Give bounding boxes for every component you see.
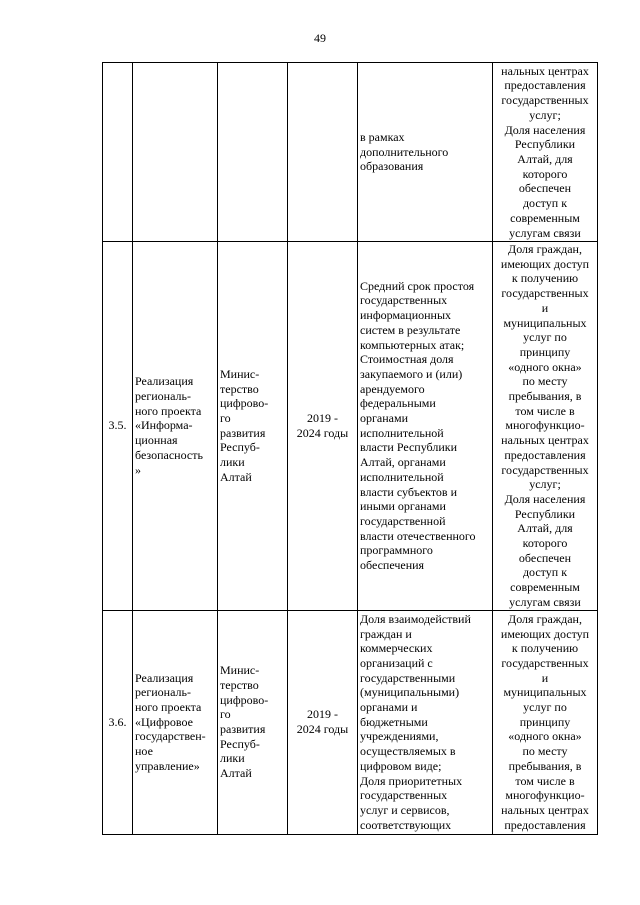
cell-line: Алтай, органами <box>360 455 446 470</box>
cell-line: власти Республики <box>360 440 458 455</box>
cell-line: имеющих доступ <box>500 256 590 271</box>
cell-line: власти субъектов и <box>360 484 458 499</box>
cell-line: Респуб- <box>220 736 260 751</box>
cell-line: которого <box>522 536 568 551</box>
cell-line: имеющих доступ <box>500 626 590 641</box>
cell-line: Минис- <box>220 366 260 381</box>
cell-line: закупаемого и (или) <box>360 366 463 381</box>
cell-line: соответствующих <box>360 817 452 832</box>
cell-line: том числе в <box>515 773 575 788</box>
cell-line: «Цифровое <box>135 714 193 729</box>
cell-line: нальных центрах <box>501 63 589 78</box>
cell-line: государственными <box>360 670 456 685</box>
cell-line: Минис- <box>220 663 260 678</box>
table-row <box>103 63 598 242</box>
cell-line: дополнительного <box>360 144 449 159</box>
cell-line: Доля взаимодействий <box>360 611 471 626</box>
cell-line: органами и <box>360 700 418 715</box>
cell-line: исполнительной <box>360 469 444 484</box>
indicators-cell <box>358 63 493 242</box>
cell-line: нальных центрах <box>501 433 589 448</box>
cell-line: Алтай <box>220 766 252 781</box>
cell-line: Стоимостная доля <box>360 352 454 367</box>
cell-line: «одного окна» <box>508 729 582 744</box>
cell-line: современным <box>510 210 580 225</box>
cell-line: «одного окна» <box>508 359 582 374</box>
cell-line: муниципальных <box>503 685 587 700</box>
cell-line: 2024 годы <box>296 425 349 440</box>
cell-line: Респуб- <box>220 440 260 455</box>
cell-line: 2024 годы <box>296 722 349 737</box>
cell-line: региональ- <box>135 685 191 700</box>
row-number-cell <box>103 63 133 242</box>
cell-line: по месту <box>522 374 568 389</box>
goals-cell <box>493 63 598 242</box>
cell-line: государственных <box>360 293 448 308</box>
cell-line: граждан и <box>360 626 412 641</box>
cell-line: развития <box>220 425 266 440</box>
cell-line: «Информа- <box>135 418 193 433</box>
cell-line: Доля приоритетных <box>360 773 463 788</box>
cell-line: цифровом виде; <box>360 758 442 773</box>
cell-line: государственных <box>360 788 448 803</box>
cell-line: иными органами <box>360 499 446 514</box>
cell-line: Средний срок простоя <box>360 278 475 293</box>
cell-line: государственных <box>501 93 589 108</box>
cell-line: учреждениями, <box>360 729 439 744</box>
cell-line: компьютерных атак; <box>360 337 465 352</box>
cell-line: Алтай, для <box>517 152 573 166</box>
cell-text: 3.6. <box>108 714 127 729</box>
cell-line: муниципальных <box>503 315 587 330</box>
cell-line: 2019 - <box>307 411 338 426</box>
cell-line: Алтай, для <box>517 521 573 536</box>
cell-line: исполнительной <box>360 425 444 440</box>
cell-line: ного проекта <box>135 403 202 418</box>
cell-line: ное <box>135 744 153 759</box>
cell-line: Реализация <box>135 670 194 685</box>
cell-line: развития <box>220 722 266 737</box>
cell-line: региональ- <box>135 389 191 404</box>
cell-line: терство <box>220 381 259 396</box>
cell-line: го <box>220 707 231 722</box>
cell-line: принципу <box>519 344 571 359</box>
term-cell <box>288 610 358 834</box>
cell-line: многофункцио- <box>505 788 585 803</box>
cell-line: многофункцио- <box>505 418 585 433</box>
cell-line: предоставления <box>504 817 586 832</box>
executor-cell <box>218 610 288 834</box>
cell-line: по месту <box>522 744 568 759</box>
cell-line: терство <box>220 677 259 692</box>
table-row <box>103 610 598 834</box>
row-number-cell <box>103 242 133 611</box>
cell-line: нальных центрах <box>501 802 589 817</box>
goals-cell <box>493 242 598 611</box>
cell-line: Алтай <box>220 469 252 484</box>
cell-line: » <box>135 462 141 477</box>
indicators-cell <box>358 610 493 834</box>
cell-line: осуществляемых в <box>360 744 456 759</box>
cell-line: систем в результате <box>360 322 461 337</box>
project-name-cell <box>133 63 218 242</box>
cell-line: цифрово- <box>220 692 269 707</box>
cell-line: предоставления <box>504 447 586 462</box>
cell-line: Реализация <box>135 374 194 389</box>
cell-line: принципу <box>519 714 571 729</box>
term-cell <box>288 63 358 242</box>
cell-line: обеспечения <box>360 558 425 573</box>
cell-line: доступ к <box>522 196 568 211</box>
cell-line: современным <box>510 580 580 595</box>
cell-text: 3.5. <box>108 418 127 433</box>
cell-line: го <box>220 411 231 426</box>
cell-line: (муниципальными) <box>360 685 460 700</box>
executor-cell <box>218 63 288 242</box>
cell-line: органами <box>360 411 409 426</box>
cell-line: арендуемого <box>360 381 425 396</box>
cell-line: к получению <box>511 271 579 286</box>
cell-line: и <box>541 670 549 685</box>
cell-line: услугам связи <box>509 225 581 240</box>
cell-line: организаций с <box>360 655 433 670</box>
cell-line: том числе в <box>515 403 575 418</box>
page-number: 49 <box>314 31 326 45</box>
cell-line: лики <box>220 455 245 470</box>
cell-line: обеспечен <box>518 550 572 565</box>
cell-line: пребывания, в <box>508 389 582 404</box>
cell-line: бюджетными <box>360 714 428 729</box>
cell-line: Доля граждан, <box>508 242 582 256</box>
cell-line: услуг по <box>523 330 567 345</box>
cell-line: Доля населения <box>504 491 586 506</box>
cell-line: услуг и сервисов, <box>360 802 450 817</box>
cell-line: услуг по <box>523 700 567 715</box>
goals-cell <box>493 610 598 834</box>
cell-line: 2019 - <box>307 707 338 722</box>
table-row <box>103 242 598 611</box>
cell-line: государственных <box>501 286 589 301</box>
cell-line: Доля граждан, <box>508 611 582 626</box>
cell-line: которого <box>522 166 568 181</box>
cell-line: образования <box>360 159 424 174</box>
cell-line: коммерческих <box>360 641 433 656</box>
cell-line: ционная <box>135 433 178 448</box>
cell-line: управление» <box>135 758 200 773</box>
program-table <box>102 62 598 835</box>
cell-line: к получению <box>511 641 579 656</box>
cell-line: государственной <box>360 514 446 528</box>
executor-cell <box>218 242 288 611</box>
project-name-cell <box>133 242 218 611</box>
cell-line: в рамках <box>360 129 405 144</box>
cell-line: Доля населения <box>504 122 586 137</box>
cell-line: программного <box>360 543 433 558</box>
cell-line: ного проекта <box>135 700 202 715</box>
cell-line: доступ к <box>522 565 568 580</box>
cell-line: федеральными <box>360 396 436 411</box>
cell-line: пребывания, в <box>508 758 582 773</box>
row-number-cell <box>103 610 133 834</box>
cell-line: государственных <box>501 655 589 670</box>
cell-line: Республики <box>514 506 576 521</box>
cell-line: безопасность <box>135 447 203 462</box>
cell-line: власти отечественного <box>360 528 476 543</box>
cell-line: цифрово- <box>220 396 269 411</box>
cell-line: государствен- <box>135 729 206 744</box>
cell-line: Республики <box>514 137 576 152</box>
indicators-cell <box>358 242 493 611</box>
term-cell <box>288 242 358 611</box>
cell-line: предоставления <box>504 78 586 93</box>
cell-line: лики <box>220 751 245 766</box>
cell-line: обеспечен <box>518 181 572 196</box>
cell-line: услуг; <box>529 107 561 122</box>
cell-line: и <box>541 300 549 315</box>
cell-line: услугам связи <box>509 594 581 609</box>
cell-line: государственных <box>501 462 589 477</box>
cell-line: услуг; <box>529 477 561 492</box>
project-name-cell <box>133 610 218 834</box>
cell-line: информационных <box>360 308 452 323</box>
